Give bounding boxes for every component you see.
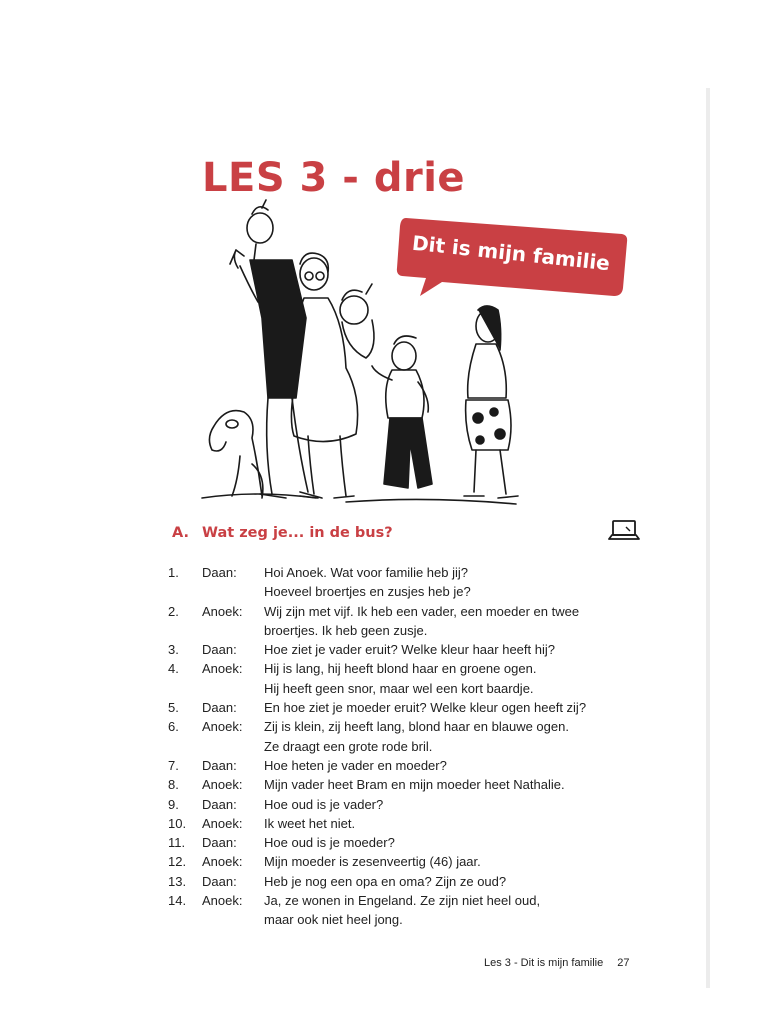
dialogue-row (168, 852, 648, 871)
speaker: Anoek: (202, 815, 243, 831)
line-number: 1. (168, 565, 179, 580)
dialogue-row (168, 872, 648, 891)
line-number: 4. (168, 661, 179, 677)
line-number: 7. (168, 757, 179, 773)
line-number: 2. (168, 603, 179, 619)
line-number: 12. (168, 854, 187, 870)
speaker: Anoek: (202, 719, 243, 735)
speaker: Daan: (202, 642, 237, 658)
footer-text: Les 3 - Dit is mijn familie (484, 957, 604, 969)
utterance (264, 602, 648, 641)
line-number: 9. (168, 796, 179, 812)
dialogue-row (168, 563, 648, 602)
line-number: 14. (168, 893, 187, 909)
page-number: 27 (617, 957, 630, 969)
dialogue-row (168, 756, 648, 775)
utterance (264, 852, 648, 871)
dialogue-row (168, 814, 648, 833)
dialogue-row (168, 602, 648, 641)
speaker: Anoek: (202, 603, 243, 619)
speaker: Anoek: (202, 661, 243, 677)
utterance (264, 814, 648, 833)
speaker: Anoek: (202, 893, 243, 909)
line-number: 5. (168, 700, 179, 716)
line-number: 11. (168, 835, 186, 851)
laptop-icon[interactable] (608, 519, 640, 541)
section-letter: A. (172, 525, 189, 541)
dialogue (168, 563, 648, 930)
section-title: Wat zeg je... in de bus? (202, 525, 393, 541)
utterance (264, 717, 648, 756)
line-number: 10. (168, 815, 187, 831)
utterance-line: En hoe ziet je moeder eruit? Welke kleur ogen heeft zij? (264, 700, 587, 716)
utterance-line: Ja, ze wonen in Engeland. Ze zijn niet heel oud, (264, 893, 541, 909)
dialogue-row (168, 891, 648, 930)
utterance-line: Ze draagt een grote rode bril. (264, 738, 433, 754)
dialogue-row (168, 775, 648, 794)
utterance (264, 698, 648, 717)
utterance-line: Hoe oud is je moeder? (264, 835, 395, 851)
page-edge (706, 88, 710, 988)
dialogue-row (168, 698, 648, 717)
utterance-line: Hoe heten je vader en moeder? (264, 757, 447, 773)
speaker: Anoek: (202, 777, 243, 793)
speaker: Daan: (202, 757, 237, 773)
speaker: Daan: (202, 835, 237, 851)
page-title: LES 3 - drie (202, 155, 466, 201)
utterance (264, 872, 648, 891)
utterance-line: Wij zijn met vijf. Ik heb een vader, een moeder en twee (264, 603, 580, 619)
utterance-line: Hoe oud is je vader? (264, 796, 384, 812)
utterance-line: Heb je nog een opa en oma? Zijn ze oud? (264, 873, 507, 889)
utterance-line: Ik weet het niet. (264, 815, 356, 831)
utterance-line: Mijn vader heet Bram en mijn moeder heet Nathalie. (264, 777, 565, 793)
dialogue-row (168, 640, 648, 659)
footer (484, 955, 629, 971)
utterance (264, 795, 648, 814)
utterance-line: Mijn moeder is zesenveertig (46) jaar. (264, 854, 481, 870)
utterance (264, 775, 648, 794)
utterance-line: Hoe ziet je vader eruit? Welke kleur haar heeft hij? (264, 642, 555, 658)
line-number: 6. (168, 719, 179, 735)
utterance-line: Zij is klein, zij heeft lang, blond haar en blauwe ogen. (264, 719, 569, 735)
utterance-line: Hij is lang, hij heeft blond haar en groene ogen. (264, 661, 537, 677)
utterance-line: Hoi Anoek. Wat voor familie heb jij? (264, 565, 469, 580)
dialogue-row (168, 717, 648, 756)
dialogue-row (168, 659, 648, 698)
utterance-line: maar ook niet heel jong. (264, 912, 403, 928)
dialogue-row (168, 833, 648, 852)
line-number: 3. (168, 642, 179, 658)
dialogue-row (168, 795, 648, 814)
utterance (264, 891, 648, 930)
line-number: 8. (168, 777, 179, 793)
utterance-line: Hij heeft geen snor, maar wel een kort baardje. (264, 680, 534, 696)
section-heading (172, 522, 393, 544)
bubble-text: Dit is mijn familie (410, 230, 612, 276)
utterance (264, 833, 648, 852)
speaker: Daan: (202, 700, 237, 716)
utterance (264, 659, 648, 698)
utterance (264, 640, 648, 659)
speaker: Daan: (202, 873, 237, 889)
utterance (264, 756, 648, 775)
line-number: 13. (168, 873, 187, 889)
speaker: Daan: (202, 796, 237, 812)
utterance (264, 563, 648, 602)
utterance-line: broertjes. Ik heb geen zusje. (264, 622, 428, 638)
speaker: Anoek: (202, 854, 243, 870)
speaker: Daan: (202, 565, 237, 580)
utterance-line: Hoeveel broertjes en zusjes heb je? (264, 584, 471, 600)
